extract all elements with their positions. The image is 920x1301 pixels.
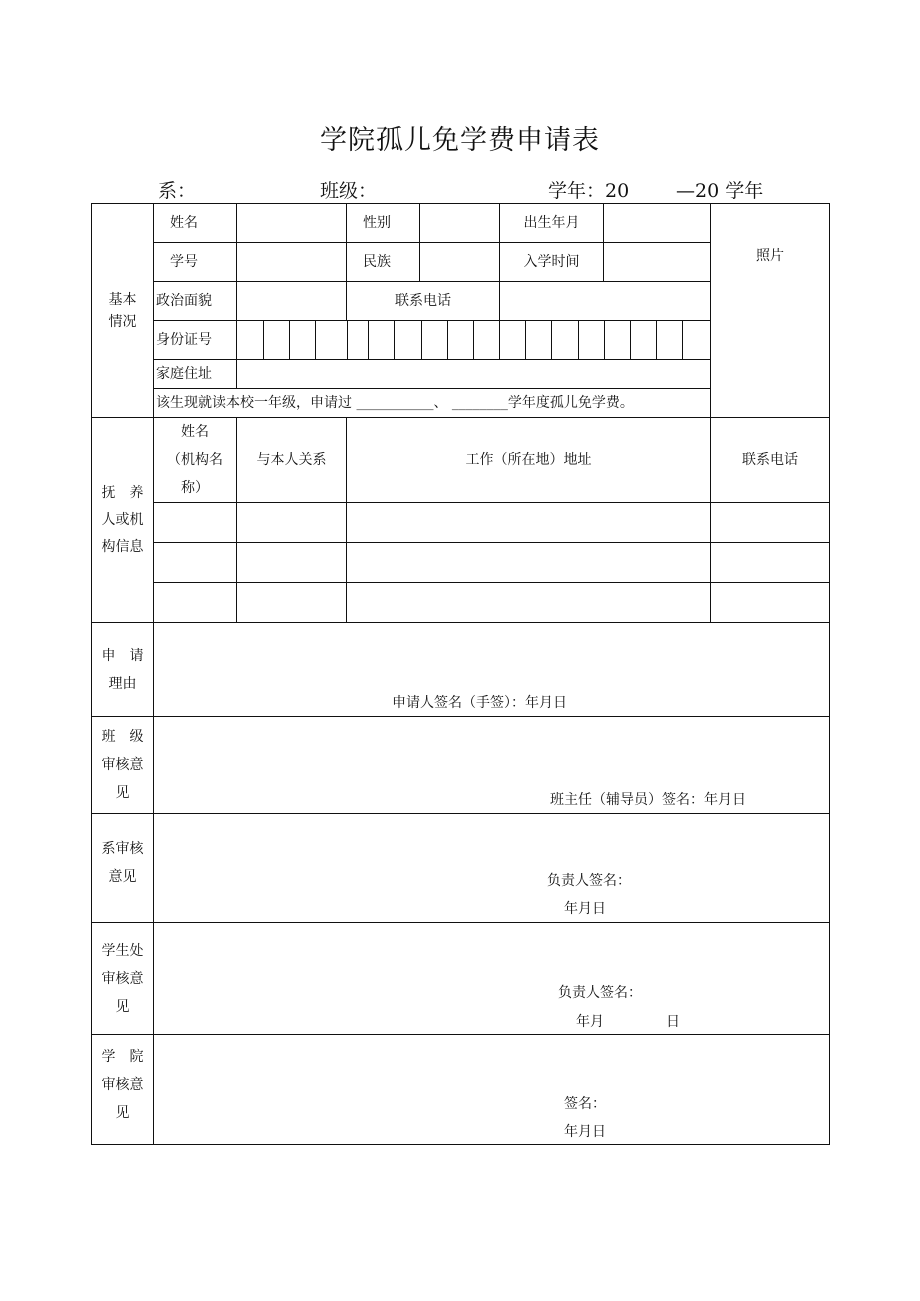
id-digit[interactable] <box>421 321 447 359</box>
id-digit[interactable] <box>289 321 315 359</box>
dept-sign-date: 年月日 <box>564 901 606 917</box>
year-label-end: —20 学年 <box>676 180 764 202</box>
political-value[interactable] <box>237 282 347 321</box>
political-label: 政治面貌 <box>154 282 237 321</box>
office-head-signature: 负责人签名： <box>558 985 642 1001</box>
applicant-signature: 申请人签名（手签）：年月日 <box>392 695 567 711</box>
guardian-relation-cell[interactable] <box>237 503 347 543</box>
class-label: 班级： <box>320 180 378 202</box>
photo-box: 照片 <box>711 204 830 418</box>
guardian-name-cell[interactable] <box>154 583 237 623</box>
id-digit[interactable] <box>578 321 604 359</box>
guardian-name-cell[interactable] <box>154 543 237 583</box>
class-review-field[interactable] <box>154 717 830 814</box>
phone-value[interactable] <box>500 282 711 321</box>
guardian-phone-cell[interactable] <box>711 503 830 543</box>
form-title: 学院孤儿免学费申请表 <box>320 125 600 156</box>
application-history-statement: 该生现就读本校一年级，申请过 ___________、 ________学年度孤儿免学费。 <box>154 389 711 418</box>
id-card-grid <box>237 321 710 359</box>
reason-label: 申 请 理由 <box>92 623 154 717</box>
guardian-col-phone: 联系电话 <box>711 418 830 503</box>
college-signature: 签名： <box>564 1096 606 1112</box>
enroll-label: 入学时间 <box>500 243 604 282</box>
address-label: 家庭住址 <box>154 360 237 389</box>
ethnicity-label: 民族 <box>347 243 420 282</box>
address-value[interactable] <box>237 360 711 389</box>
id-card-label: 身份证号 <box>154 321 237 360</box>
guardian-col-relation: 与本人关系 <box>237 418 347 503</box>
guardian-relation-cell[interactable] <box>237 543 347 583</box>
student-office-field[interactable] <box>154 923 830 1035</box>
id-digit[interactable] <box>630 321 656 359</box>
guardian-section-label: 抚 养 人或机 构信息 <box>92 418 154 623</box>
id-digit[interactable] <box>604 321 630 359</box>
birth-value[interactable] <box>604 204 711 243</box>
student-office-label: 学生处 审核意 见 <box>92 923 154 1035</box>
dept-label: 系： <box>158 180 197 202</box>
guardian-name-cell[interactable] <box>154 503 237 543</box>
office-sign-day: 日 <box>666 1014 680 1030</box>
office-sign-year-month: 年月 <box>576 1014 604 1030</box>
gender-value[interactable] <box>420 204 500 243</box>
id-digit[interactable] <box>237 321 263 359</box>
guardian-address-cell[interactable] <box>347 543 711 583</box>
college-review-field[interactable] <box>154 1035 830 1145</box>
application-form-table <box>91 203 830 1145</box>
birth-label: 出生年月 <box>500 204 604 243</box>
dept-head-signature: 负责人签名： <box>547 873 631 889</box>
id-digit[interactable] <box>348 321 369 359</box>
phone-label: 联系电话 <box>347 282 500 321</box>
guardian-address-cell[interactable] <box>347 503 711 543</box>
gender-label: 性别 <box>347 204 420 243</box>
class-teacher-signature: 班主任（辅导员）签名：年月日 <box>550 792 746 808</box>
college-sign-date: 年月日 <box>564 1124 606 1140</box>
id-digit[interactable] <box>500 321 526 359</box>
ethnicity-value[interactable] <box>420 243 500 282</box>
id-digit[interactable] <box>395 321 421 359</box>
dept-review-field[interactable] <box>154 814 830 923</box>
name-label: 姓名 <box>154 204 237 243</box>
id-digit[interactable] <box>315 321 347 359</box>
id-card-digits[interactable] <box>237 321 711 360</box>
guardian-col-address: 工作（所在地）地址 <box>347 418 711 503</box>
reason-field[interactable] <box>154 623 830 717</box>
id-digit[interactable] <box>263 321 289 359</box>
id-digit[interactable] <box>683 321 710 359</box>
student-id-label: 学号 <box>154 243 237 282</box>
guardian-address-cell[interactable] <box>347 583 711 623</box>
dept-review-label: 系审核 意见 <box>92 814 154 923</box>
guardian-phone-cell[interactable] <box>711 543 830 583</box>
guardian-col-name: 姓名 （机构名 称） <box>154 418 237 503</box>
id-digit[interactable] <box>657 321 683 359</box>
guardian-relation-cell[interactable] <box>237 583 347 623</box>
college-review-label: 学 院 审核意 见 <box>92 1035 154 1145</box>
basic-section-label: 基本 情况 <box>92 204 154 418</box>
class-review-label: 班 级 审核意 见 <box>92 717 154 814</box>
year-label: 学年：20 <box>548 180 630 202</box>
name-value[interactable] <box>237 204 347 243</box>
enroll-value[interactable] <box>604 243 711 282</box>
id-digit[interactable] <box>447 321 473 359</box>
id-digit[interactable] <box>473 321 499 359</box>
guardian-phone-cell[interactable] <box>711 583 830 623</box>
id-digit[interactable] <box>369 321 395 359</box>
student-id-value[interactable] <box>237 243 347 282</box>
id-digit[interactable] <box>526 321 552 359</box>
id-digit[interactable] <box>552 321 578 359</box>
